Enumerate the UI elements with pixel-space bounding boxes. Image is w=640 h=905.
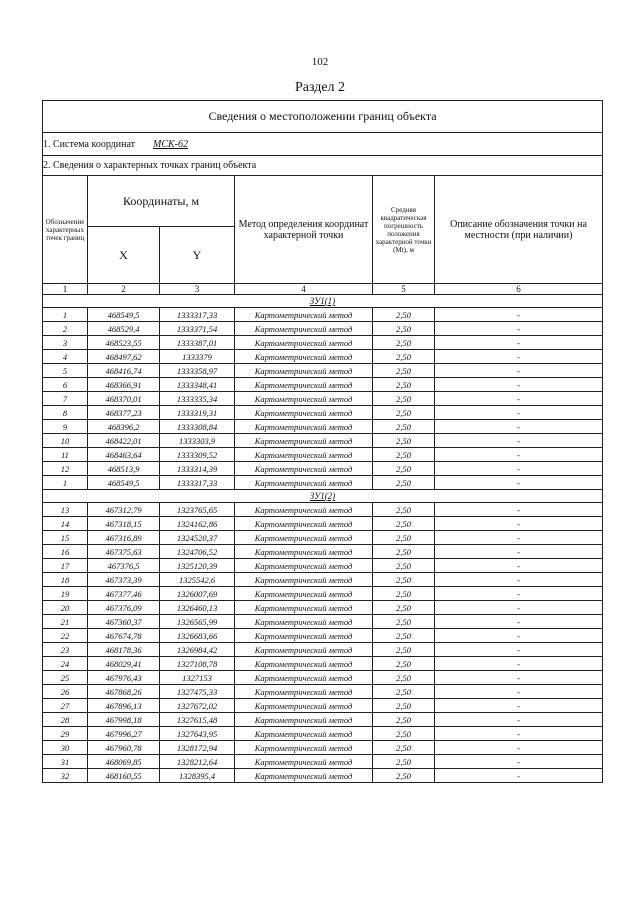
description-value: - [435,727,603,741]
column-number: 4 [235,284,373,295]
table-row [43,629,603,643]
x-value: 468396,2 [88,420,160,434]
description-value: - [435,769,603,783]
accuracy-value: 2,50 [373,615,435,629]
x-value: 467996,27 [88,727,160,741]
x-value: 467896,13 [88,699,160,713]
description-value: - [435,601,603,615]
method-value: Картометрический метод [235,420,373,434]
description-value: - [435,420,603,434]
accuracy-value: 2,50 [373,322,435,336]
y-value: 1326683,66 [160,629,235,643]
table-row [43,434,603,448]
x-value: 467377,46 [88,587,160,601]
method-value: Картометрический метод [235,336,373,350]
method-value: Картометрический метод [235,755,373,769]
x-value: 467318,15 [88,517,160,531]
x-value: 468497,62 [88,350,160,364]
point-number: 8 [43,406,88,420]
y-value: 1328172,94 [160,741,235,755]
table-row [43,769,603,783]
point-number: 6 [43,378,88,392]
x-value: 468178,36 [88,643,160,657]
accuracy-value: 2,50 [373,420,435,434]
header-x: X [88,227,160,284]
description-value: - [435,685,603,699]
section-title: Раздел 2 [294,80,346,95]
description-value: - [435,573,603,587]
coord-system-row [43,133,603,156]
description-value: - [435,587,603,601]
method-value: Картометрический метод [235,462,373,476]
group-name: ЗУ1(2) [43,490,603,503]
accuracy-value: 2,50 [373,378,435,392]
method-value: Картометрический метод [235,685,373,699]
accuracy-value: 2,50 [373,587,435,601]
description-value: - [435,657,603,671]
y-value: 1333308,84 [160,420,235,434]
y-value: 1327615,48 [160,713,235,727]
method-value: Картометрический метод [235,503,373,517]
x-value: 468529,4 [88,322,160,336]
description-value: - [435,308,603,322]
accuracy-value: 2,50 [373,531,435,545]
point-number: 19 [43,587,88,601]
description-value: - [435,545,603,559]
x-value: 468366,91 [88,378,160,392]
method-value: Картометрический метод [235,713,373,727]
coord-system-label: 1. Система координат [43,138,136,150]
y-value: 1333314,39 [160,462,235,476]
method-value: Картометрический метод [235,573,373,587]
accuracy-value: 2,50 [373,434,435,448]
table-row [43,685,603,699]
table-row [43,462,603,476]
method-value: Картометрический метод [235,615,373,629]
table-row [43,545,603,559]
boundary-table [42,100,603,783]
y-value: 1333371,54 [160,322,235,336]
description-value: - [435,350,603,364]
point-number: 28 [43,713,88,727]
table-row [43,643,603,657]
point-number: 4 [43,350,88,364]
x-value: 467674,78 [88,629,160,643]
points-label: 2. Сведения о характерных точках границ объекта [43,156,603,176]
y-value: 1328395,4 [160,769,235,783]
accuracy-value: 2,50 [373,657,435,671]
column-number: 3 [160,284,235,295]
column-number: 6 [435,284,603,295]
accuracy-value: 2,50 [373,559,435,573]
table-row [43,364,603,378]
column-number: 1 [43,284,88,295]
x-value: 467373,39 [88,573,160,587]
x-value: 467375,63 [88,545,160,559]
y-value: 1324706,52 [160,545,235,559]
point-number: 1 [43,476,88,490]
description-value: - [435,629,603,643]
x-value: 468549,5 [88,308,160,322]
description-value: - [435,517,603,531]
point-number: 12 [43,462,88,476]
y-value: 1326984,42 [160,643,235,657]
group-header-row [43,490,603,503]
y-value: 1333335,34 [160,392,235,406]
y-value: 1323765,65 [160,503,235,517]
y-value: 1333317,33 [160,476,235,490]
table-row [43,657,603,671]
y-value: 1333317,33 [160,308,235,322]
table-row [43,476,603,490]
point-number: 13 [43,503,88,517]
table-row [43,308,603,322]
description-value: - [435,699,603,713]
y-value: 1327672,02 [160,699,235,713]
x-value: 468523,55 [88,336,160,350]
x-value: 467868,26 [88,685,160,699]
point-number: 5 [43,364,88,378]
table-row [43,741,603,755]
method-value: Картометрический метод [235,671,373,685]
description-value: - [435,364,603,378]
point-number: 31 [43,755,88,769]
method-value: Картометрический метод [235,364,373,378]
point-number: 17 [43,559,88,573]
method-value: Картометрический метод [235,308,373,322]
accuracy-value: 2,50 [373,629,435,643]
accuracy-value: 2,50 [373,573,435,587]
point-number: 14 [43,517,88,531]
point-number: 23 [43,643,88,657]
point-number: 24 [43,657,88,671]
description-value: - [435,503,603,517]
accuracy-value: 2,50 [373,336,435,350]
table-row [43,601,603,615]
method-value: Картометрический метод [235,545,373,559]
accuracy-value: 2,50 [373,685,435,699]
description-value: - [435,476,603,490]
point-number: 30 [43,741,88,755]
point-number: 20 [43,601,88,615]
header-method: Метод определения координат характерной точки [235,176,373,284]
table-row [43,420,603,434]
column-number: 5 [373,284,435,295]
accuracy-value: 2,50 [373,308,435,322]
header-accuracy: Средняя квадратическая погрешность положения характерной точки (Mt), м [373,176,435,284]
x-value: 467976,43 [88,671,160,685]
description-value: - [435,671,603,685]
x-value: 468416,74 [88,364,160,378]
page-number: 102 [311,56,329,68]
y-value: 1328212,64 [160,755,235,769]
point-number: 3 [43,336,88,350]
header-description: Описание обозначения точки на местности (при наличии) [435,176,603,284]
accuracy-value: 2,50 [373,476,435,490]
coord-system-value: МСК-62 [153,138,189,150]
point-number: 27 [43,699,88,713]
x-value: 467360,37 [88,615,160,629]
x-value: 468422,01 [88,434,160,448]
point-number: 10 [43,434,88,448]
point-number: 15 [43,531,88,545]
table-row [43,336,603,350]
table-row [43,378,603,392]
table-row [43,406,603,420]
method-value: Картометрический метод [235,392,373,406]
accuracy-value: 2,50 [373,699,435,713]
accuracy-value: 2,50 [373,643,435,657]
point-number: 9 [43,420,88,434]
y-value: 1327108,78 [160,657,235,671]
header-y: Y [160,227,235,284]
accuracy-value: 2,50 [373,755,435,769]
x-value: 468370,01 [88,392,160,406]
point-number: 25 [43,671,88,685]
description-value: - [435,713,603,727]
method-value: Картометрический метод [235,406,373,420]
method-value: Картометрический метод [235,643,373,657]
method-value: Картометрический метод [235,657,373,671]
accuracy-value: 2,50 [373,769,435,783]
method-value: Картометрический метод [235,378,373,392]
point-number: 7 [43,392,88,406]
method-value: Картометрический метод [235,741,373,755]
table-row [43,755,603,769]
description-value: - [435,462,603,476]
accuracy-value: 2,50 [373,406,435,420]
y-value: 1324520,37 [160,531,235,545]
table-row [43,615,603,629]
description-value: - [435,392,603,406]
description-value: - [435,741,603,755]
point-number: 32 [43,769,88,783]
table-row [43,559,603,573]
table-row [43,503,603,517]
y-value: 1333309,52 [160,448,235,462]
description-value: - [435,531,603,545]
description-value: - [435,406,603,420]
description-value: - [435,336,603,350]
y-value: 1327153 [160,671,235,685]
accuracy-value: 2,50 [373,713,435,727]
y-value: 1333303,9 [160,434,235,448]
column-numbers-row [43,284,603,295]
point-number: 2 [43,322,88,336]
point-number: 18 [43,573,88,587]
x-value: 468160,55 [88,769,160,783]
accuracy-value: 2,50 [373,364,435,378]
x-value: 467960,78 [88,741,160,755]
point-number: 21 [43,615,88,629]
y-value: 1325120,39 [160,559,235,573]
y-value: 1327643,95 [160,727,235,741]
accuracy-value: 2,50 [373,727,435,741]
description-value: - [435,615,603,629]
point-number: 1 [43,308,88,322]
table-row [43,322,603,336]
y-value: 1333358,97 [160,364,235,378]
table-row [43,671,603,685]
description-value: - [435,434,603,448]
method-value: Картометрический метод [235,350,373,364]
table-row [43,517,603,531]
method-value: Картометрический метод [235,517,373,531]
description-value: - [435,378,603,392]
column-number: 2 [88,284,160,295]
description-value: - [435,755,603,769]
description-value: - [435,448,603,462]
x-value: 468463,64 [88,448,160,462]
header-point-designation: Обозначение характерных точек границ [43,176,88,284]
description-value: - [435,559,603,573]
x-value: 468069,85 [88,755,160,769]
accuracy-value: 2,50 [373,392,435,406]
y-value: 1333319,31 [160,406,235,420]
point-number: 11 [43,448,88,462]
method-value: Картометрический метод [235,434,373,448]
point-number: 22 [43,629,88,643]
accuracy-value: 2,50 [373,503,435,517]
point-number: 26 [43,685,88,699]
table-row [43,713,603,727]
y-value: 1325542,6 [160,573,235,587]
method-value: Картометрический метод [235,448,373,462]
x-value: 467316,89 [88,531,160,545]
accuracy-value: 2,50 [373,741,435,755]
table-row [43,350,603,364]
method-value: Картометрический метод [235,587,373,601]
y-value: 1327475,33 [160,685,235,699]
x-value: 467312,79 [88,503,160,517]
accuracy-value: 2,50 [373,545,435,559]
method-value: Картометрический метод [235,531,373,545]
description-value: - [435,643,603,657]
header-coordinates: Координаты, м [88,176,235,227]
group-name: ЗУ1(1) [43,295,603,308]
accuracy-value: 2,50 [373,671,435,685]
x-value: 468377,23 [88,406,160,420]
group-header-row [43,295,603,308]
y-value: 1326565,99 [160,615,235,629]
table-title: Сведения о местоположении границ объекта [43,101,603,133]
x-value: 467998,18 [88,713,160,727]
method-value: Картометрический метод [235,559,373,573]
accuracy-value: 2,50 [373,462,435,476]
y-value: 1333387,01 [160,336,235,350]
x-value: 467376,09 [88,601,160,615]
accuracy-value: 2,50 [373,517,435,531]
method-value: Картометрический метод [235,322,373,336]
table-row [43,531,603,545]
point-number: 29 [43,727,88,741]
x-value: 468549,5 [88,476,160,490]
x-value: 468513,9 [88,462,160,476]
y-value: 1326007,69 [160,587,235,601]
method-value: Картометрический метод [235,629,373,643]
table-row [43,448,603,462]
y-value: 1333348,41 [160,378,235,392]
x-value: 468029,41 [88,657,160,671]
accuracy-value: 2,50 [373,448,435,462]
table-row [43,699,603,713]
x-value: 467376,5 [88,559,160,573]
method-value: Картометрический метод [235,699,373,713]
method-value: Картометрический метод [235,727,373,741]
table-row [43,392,603,406]
y-value: 1324162,86 [160,517,235,531]
method-value: Картометрический метод [235,601,373,615]
table-row [43,727,603,741]
table-row [43,573,603,587]
description-value: - [435,322,603,336]
accuracy-value: 2,50 [373,601,435,615]
table-row [43,587,603,601]
y-value: 1333379 [160,350,235,364]
point-number: 16 [43,545,88,559]
y-value: 1326460,13 [160,601,235,615]
accuracy-value: 2,50 [373,350,435,364]
method-value: Картометрический метод [235,769,373,783]
method-value: Картометрический метод [235,476,373,490]
